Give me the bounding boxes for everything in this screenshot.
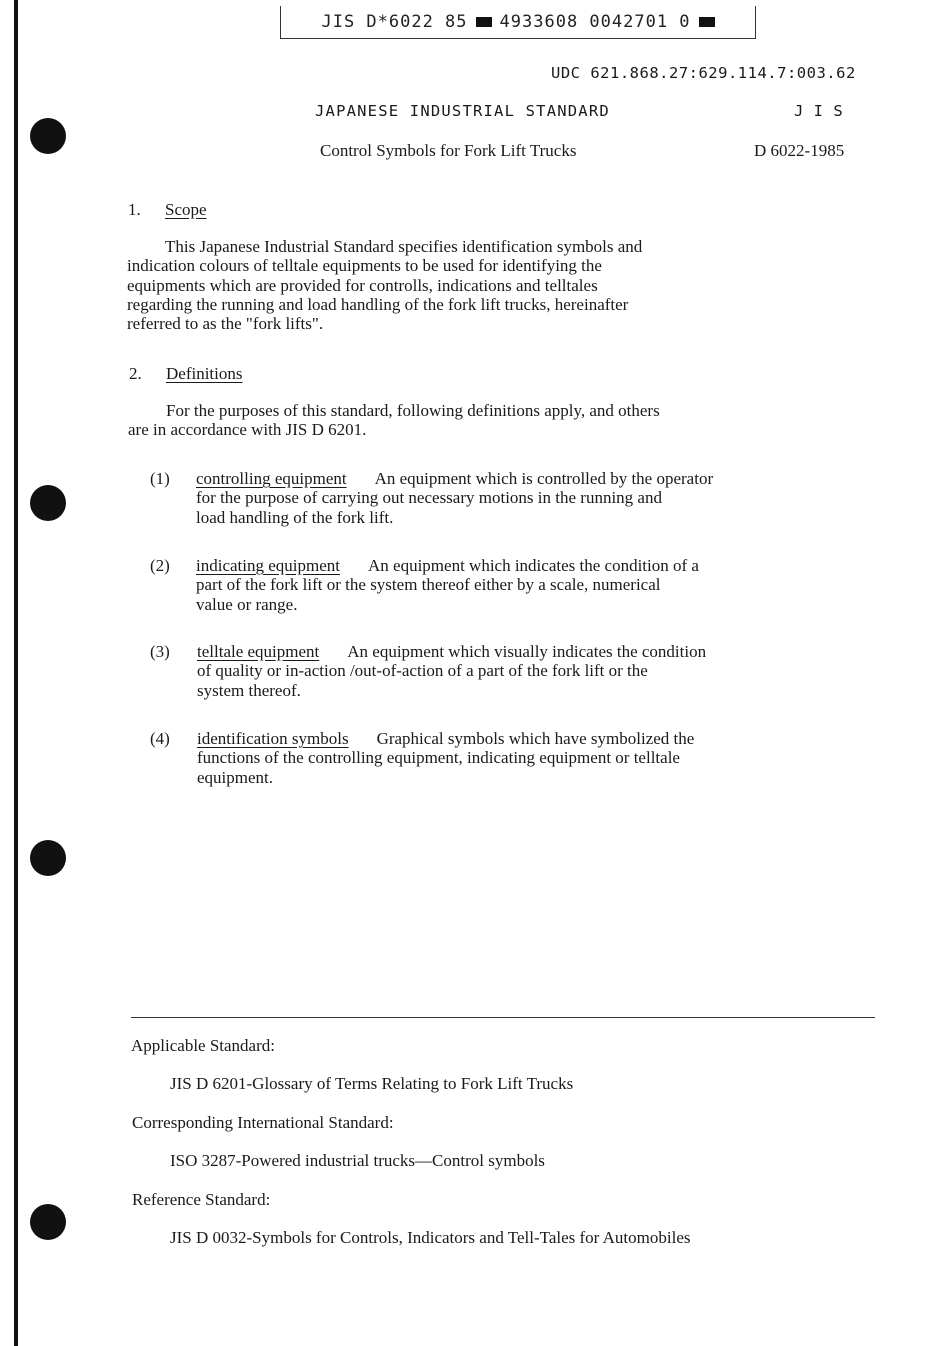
definition-term: identification symbols — [197, 729, 349, 748]
text-line: value or range. — [196, 594, 298, 614]
text-line: for the purpose of carrying out necessary motions in the running and — [196, 488, 662, 508]
definition-term: telltale equipment — [197, 642, 320, 661]
text-line: indication colours of telltale equipments to be used for identifying the — [127, 256, 602, 276]
udc-code: UDC 621.868.27:629.114.7:003.62 — [551, 64, 856, 82]
footer-divider — [131, 1017, 875, 1018]
text-line: This Japanese Industrial Standard specifies identification symbols and — [165, 237, 643, 256]
definition-term: controlling equipment — [196, 469, 347, 488]
section-number: 2. — [129, 364, 142, 383]
definition-text: An equipment which indicates the condition of a — [368, 556, 699, 575]
definition-text: An equipment which is controlled by the operator — [374, 469, 714, 488]
document-title: Control Symbols for Fork Lift Trucks — [320, 141, 577, 160]
punch-hole — [30, 485, 66, 521]
international-value: ISO 3287-Powered industrial trucks—Control symbols — [170, 1151, 545, 1170]
definition-number: (4) — [150, 729, 170, 748]
text-line: part of the fork lift or the system thereof either by a scale, numerical — [196, 575, 661, 595]
definition-text: Graphical symbols which have symbolized the — [376, 729, 695, 748]
standard-type: JAPANESE INDUSTRIAL STANDARD — [315, 102, 610, 120]
block-mark — [476, 17, 492, 27]
document-stamp — [280, 6, 756, 39]
punch-hole — [30, 840, 66, 876]
jis-mark: J I S — [794, 102, 844, 120]
punch-hole — [30, 1204, 66, 1240]
applicable-label: Applicable Standard: — [131, 1036, 275, 1055]
text-line: system thereof. — [197, 680, 301, 700]
text-line: regarding the running and load handling of the fork lift trucks, hereinafter — [127, 294, 629, 314]
punch-hole — [30, 118, 66, 154]
definition-number: (1) — [150, 469, 170, 488]
stamp-left: JIS D*6022 85 — [321, 12, 468, 32]
applicable-value: JIS D 6201-Glossary of Terms Relating to Fork Lift Trucks — [170, 1074, 574, 1093]
text-line: equipment. — [197, 767, 274, 787]
definitions-intro — [128, 401, 660, 440]
scope-paragraph — [127, 237, 642, 333]
section-heading-definitions: Definitions — [166, 364, 243, 383]
text-line: load handling of the fork lift. — [196, 507, 394, 527]
definition-item — [197, 729, 694, 787]
text-line: are in accordance with JIS D 6201. — [128, 420, 367, 440]
definition-term: indicating equipment — [196, 556, 340, 575]
definition-item — [196, 469, 713, 527]
text-line: referred to as the "fork lifts". — [127, 314, 324, 334]
block-mark — [699, 17, 715, 27]
definition-number: (3) — [150, 642, 170, 661]
definition-text: An equipment which visually indicates the condition — [347, 642, 707, 661]
section-heading-scope: Scope — [165, 200, 207, 219]
text-line: For the purposes of this standard, following definitions apply, and others — [166, 401, 660, 420]
stamp-right: 4933608 0042701 0 — [499, 12, 691, 32]
reference-value: JIS D 0032-Symbols for Controls, Indicators and Tell-Tales for Automobiles — [170, 1228, 691, 1247]
international-label: Corresponding International Standard: — [132, 1113, 394, 1132]
definition-number: (2) — [150, 556, 170, 575]
definition-item — [197, 642, 706, 700]
standard-number: D 6022-1985 — [754, 141, 845, 160]
reference-label: Reference Standard: — [132, 1190, 271, 1209]
section-number: 1. — [128, 200, 141, 219]
text-line: of quality or in-action /out-of-action of a part of the fork lift or the — [197, 661, 648, 681]
definition-item — [196, 556, 699, 614]
scan-left-edge — [14, 0, 18, 1346]
text-line: functions of the controlling equipment, indicating equipment or telltale — [197, 748, 680, 768]
text-line: equipments which are provided for controlls, indications and telltales — [127, 275, 598, 295]
